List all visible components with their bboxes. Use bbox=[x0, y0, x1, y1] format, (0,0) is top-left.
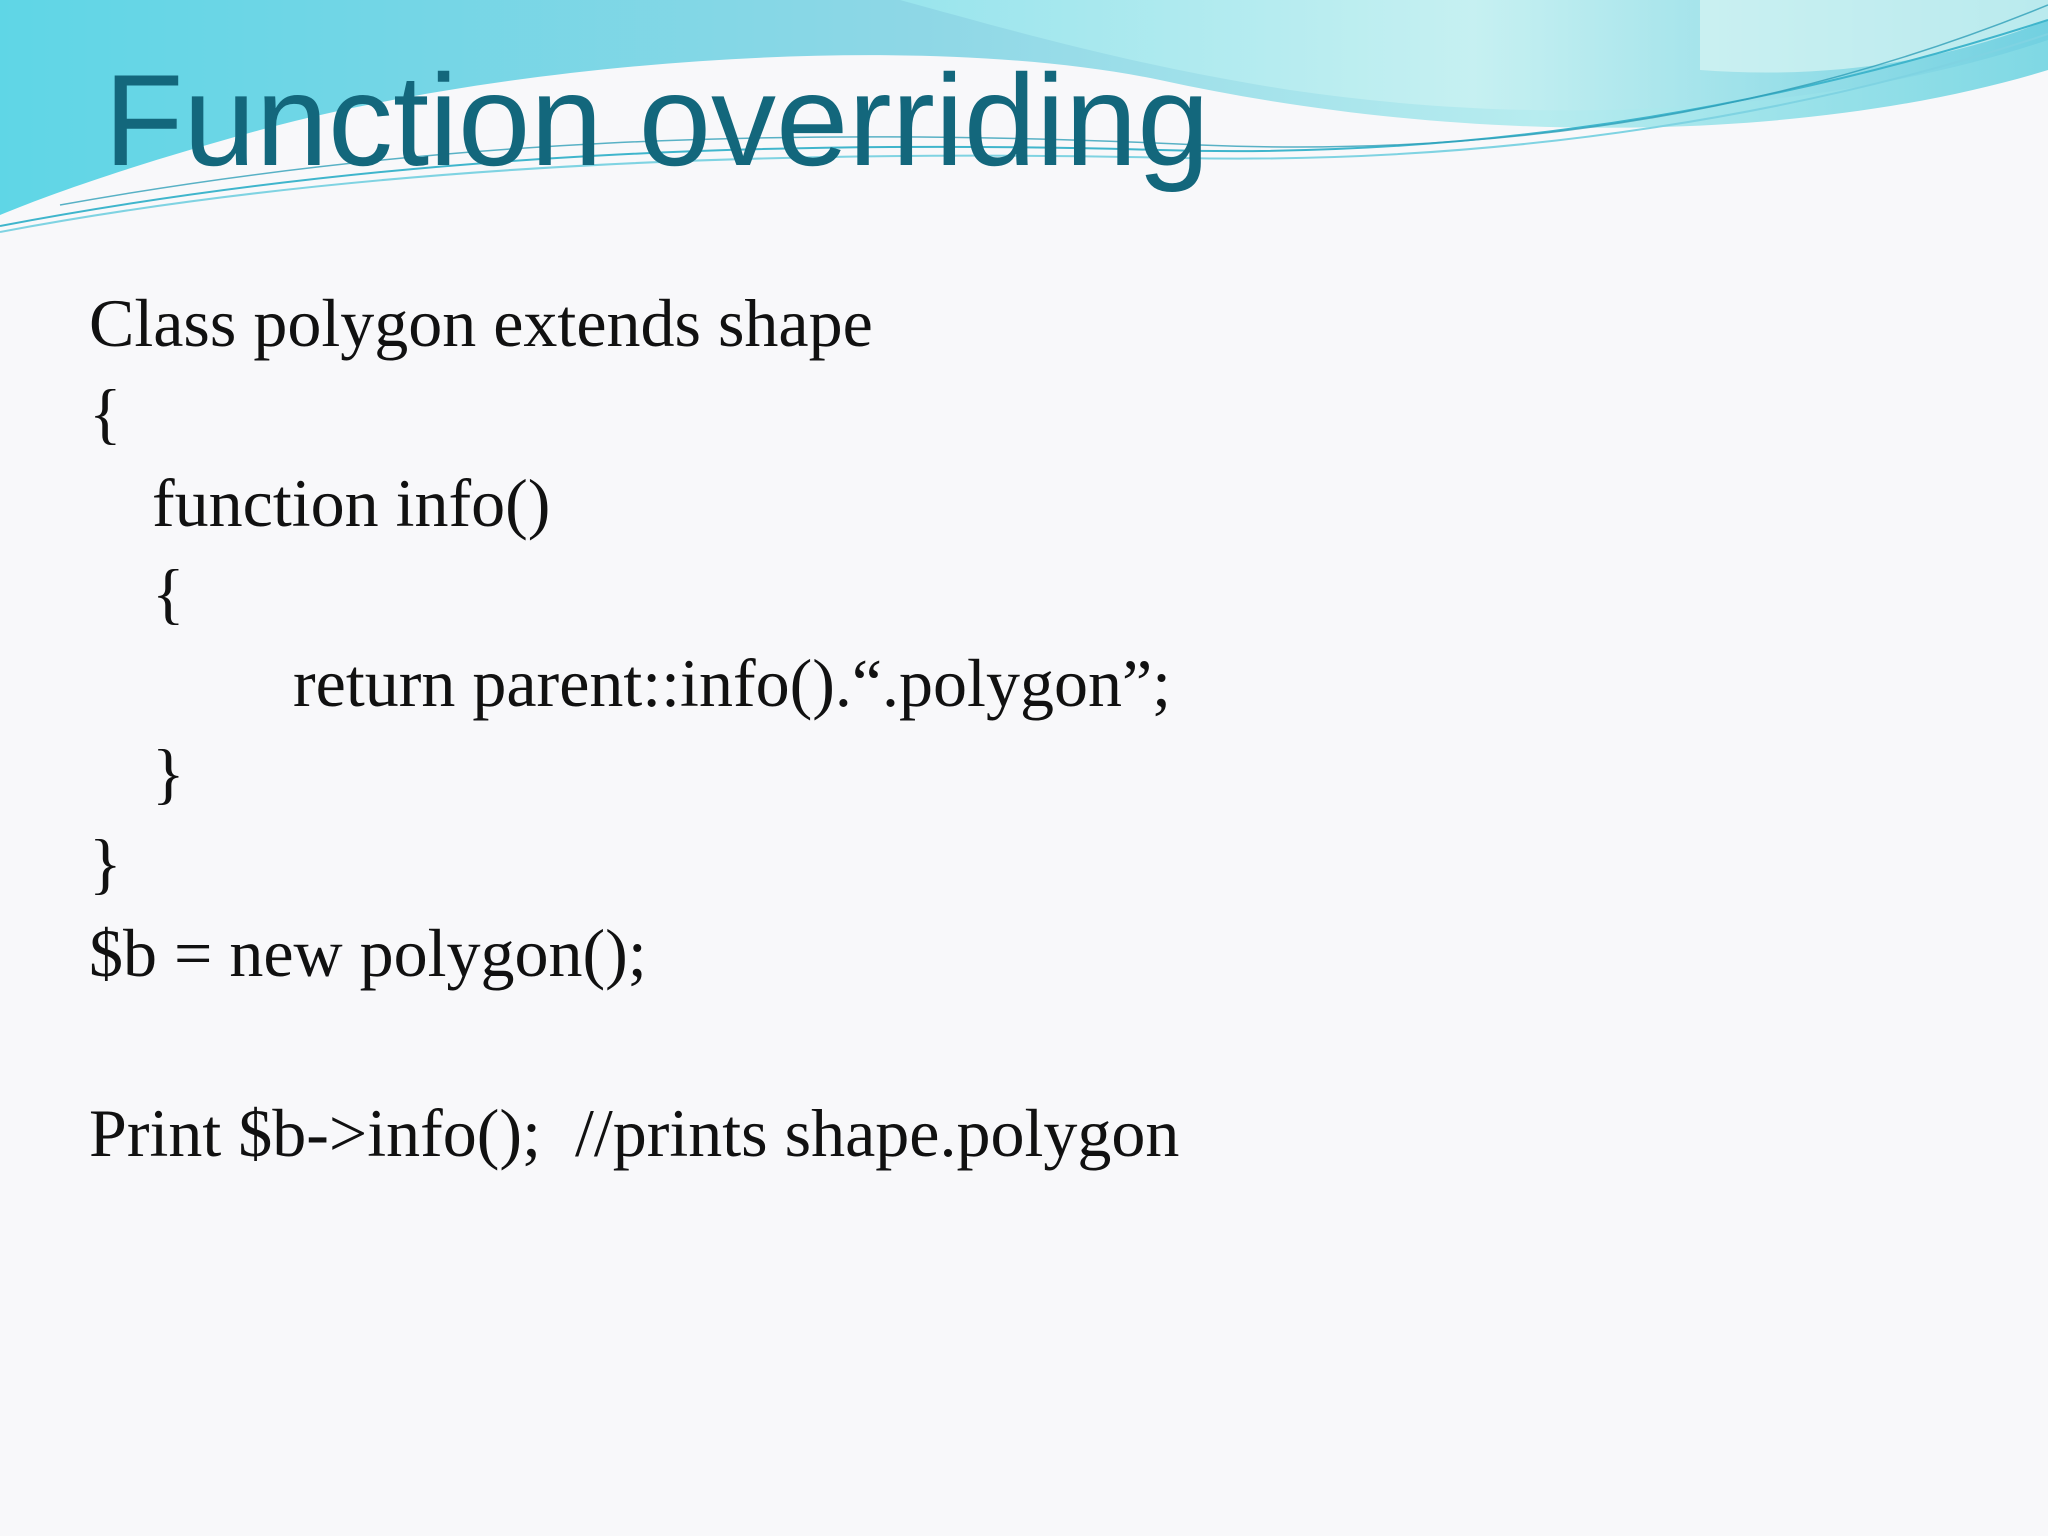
slide-title: Function overriding bbox=[104, 47, 1210, 193]
code-line: return parent::info().“.polygon”; bbox=[293, 645, 1172, 721]
code-line: } bbox=[89, 825, 122, 901]
code-line: { bbox=[152, 555, 185, 631]
blank-line bbox=[89, 998, 1179, 1088]
code-line: $b = new polygon(); bbox=[89, 915, 647, 991]
code-line: } bbox=[152, 735, 185, 811]
code-line: { bbox=[89, 375, 122, 451]
code-line: Print $b->info(); //prints shape.polygon bbox=[89, 1095, 1180, 1171]
code-line: Class polygon extends shape bbox=[89, 285, 873, 361]
code-block bbox=[89, 278, 1179, 1178]
code-line: function info() bbox=[152, 465, 551, 541]
